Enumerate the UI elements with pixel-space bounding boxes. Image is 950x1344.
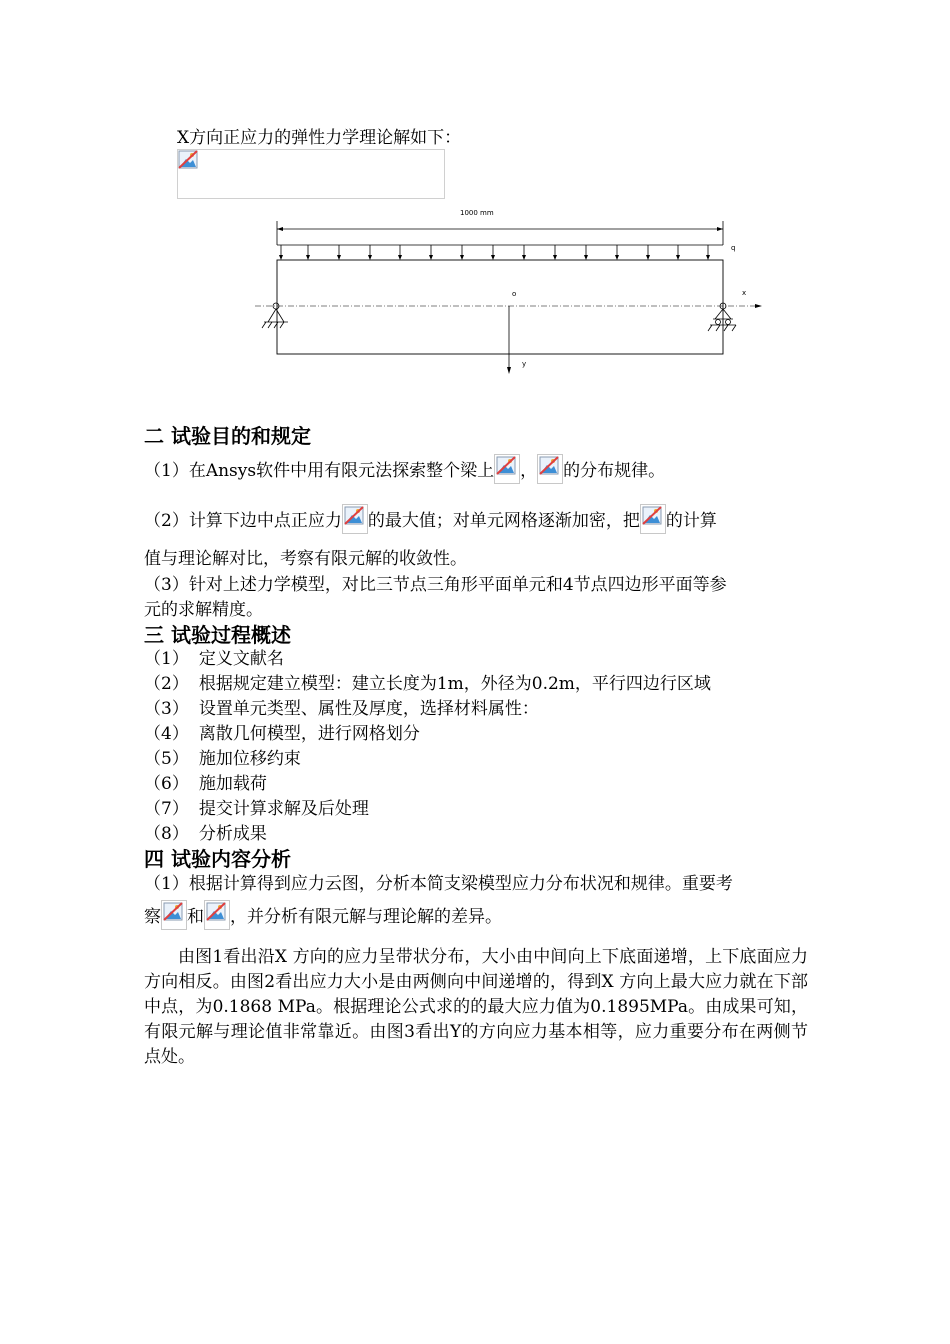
step-row	[144, 647, 284, 672]
beam-diagram	[250, 200, 770, 375]
step-row	[144, 722, 420, 747]
step-number: （5）	[144, 749, 189, 769]
y-axis-label: y	[522, 360, 527, 368]
step-row	[144, 672, 711, 697]
left-pin-support	[262, 303, 288, 328]
item-text-d: ，并分析有限元解与理论解的差异。	[230, 907, 502, 927]
x-axis-label: x	[742, 289, 747, 297]
step-number: （7）	[144, 799, 189, 819]
sigma-y-image-icon	[537, 454, 563, 484]
sigma-x-image-icon	[342, 504, 368, 534]
item-1-text-c: 的分布规律。	[563, 461, 666, 481]
step-text: 提交计算求解及后处理	[198, 799, 369, 819]
step-row	[144, 822, 267, 847]
item-2-text-c: 的计算	[665, 511, 717, 531]
section-4-item-1-cont	[144, 900, 502, 930]
sigma-x-image-icon	[161, 900, 187, 930]
step-number: （4）	[144, 724, 189, 744]
section-2-item-2-cont: 值与理论解对比，考察有限元解的收敛性。	[144, 549, 467, 569]
analysis-paragraph: 由图1看出沿X 方向的应力呈带状分布，大小由中间向上下底面递增，上下底面应力方向相反。由图2看出应力大小是由两侧向中间递增的，得到X 方向上最大应力就在下部中点，为0.1868 MPa。根据理论公式求的的最大应力值为0.1895MPa。由成果可知，有限元解与理论值非常靠近。由图3看出Y的方向应力基本相等，应力重要分布在两侧节点处。	[144, 947, 808, 1067]
step-number: （6）	[144, 774, 189, 794]
step-text: 离散几何模型，进行网格划分	[198, 724, 420, 744]
section-3-heading: 三 试验过程概述	[144, 623, 291, 647]
section-2-item-3: （3）针对上述力学模型，对比三节点三角形平面单元和4节点四边形平面等参	[144, 575, 727, 595]
item-text-c: 和	[187, 907, 204, 927]
item-2-text-b: 的最大值；对单元网格逐渐加密，把	[367, 511, 640, 531]
step-row	[144, 697, 539, 722]
step-number: （8）	[144, 824, 189, 844]
step-number: （2）	[144, 674, 189, 694]
right-roller-support	[708, 303, 736, 331]
step-row	[144, 797, 369, 822]
section-2-item-1	[144, 454, 665, 484]
formula-image-placeholder	[177, 149, 445, 199]
length-label: 1000 mm	[460, 209, 494, 217]
step-text: 施加载荷	[198, 774, 267, 794]
section-4-item-1: （1）根据计算得到应力云图，分析本简支梁模型应力分布状况和规律。重要考	[144, 874, 733, 894]
sigma-x-image-icon	[494, 454, 520, 484]
beam-rectangle	[277, 260, 723, 354]
sigma-y-image-icon	[204, 900, 230, 930]
section-2-heading: 二 试验目的和规定	[144, 424, 311, 448]
section-4-heading: 四 试验内容分析	[144, 847, 291, 871]
step-number: （3）	[144, 699, 189, 719]
step-text: 分析成果	[198, 824, 267, 844]
item-1-text-b: ，	[520, 461, 538, 481]
step-text: 设置单元类型、属性及厚度，选择材料属性：	[198, 699, 539, 719]
item-1-text-a: （1）在Ansys软件中用有限元法探索整个梁上	[144, 461, 495, 481]
sigma-x-image-icon	[640, 504, 666, 534]
step-row	[144, 747, 301, 772]
step-number: （1）	[144, 649, 189, 669]
step-text: 定义文献名	[198, 649, 284, 669]
broken-image-icon	[178, 150, 200, 170]
section-2-item-2	[144, 504, 717, 534]
step-row	[144, 772, 267, 797]
origin-label: o	[512, 290, 517, 298]
step-text: 施加位移约束	[198, 749, 301, 769]
intro-text: X方向正应力的弹性力学理论解如下：	[177, 128, 462, 148]
step-text: 根据规定建立模型：建立长度为1m，外径为0.2m，平行四边行区域	[198, 674, 711, 694]
item-2-text-a: （2）计算下边中点正应力	[144, 511, 342, 531]
section-2-item-3-cont: 元的求解精度。	[144, 600, 263, 620]
load-label: q	[731, 244, 736, 252]
item-text-b: 察	[144, 907, 161, 927]
